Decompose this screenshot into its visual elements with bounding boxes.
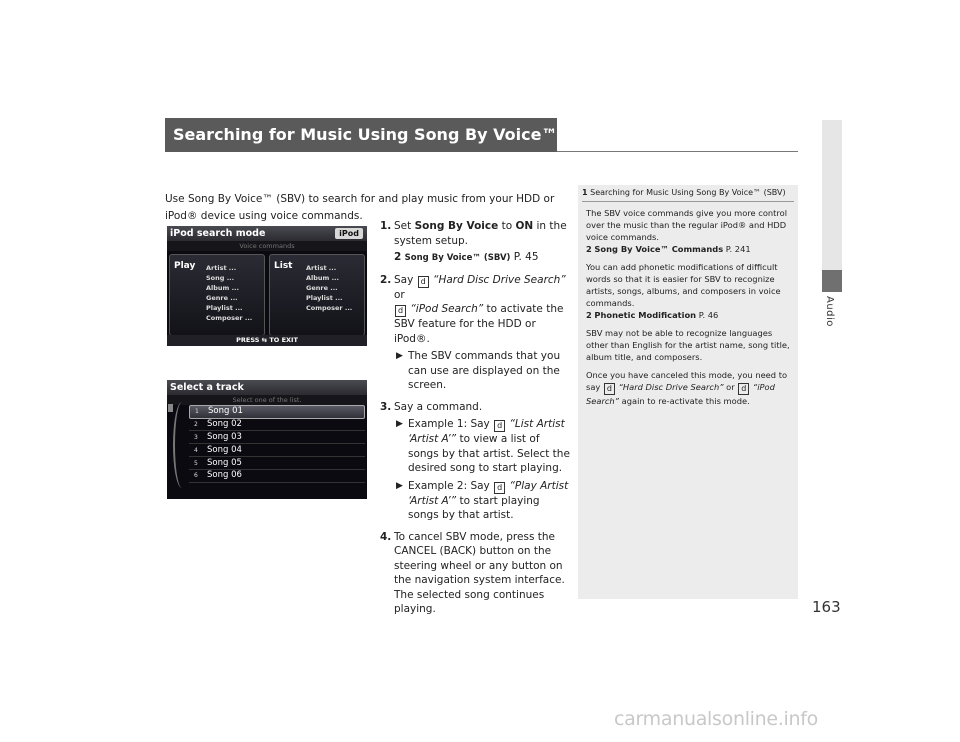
- reference-page: P. 241: [723, 244, 751, 254]
- track-number: 2: [194, 420, 198, 428]
- track-number: 1: [195, 408, 199, 415]
- note-title: [582, 188, 794, 202]
- example-text: Example 2: Say: [408, 479, 494, 492]
- screen-title: iPod search mode: [167, 226, 367, 241]
- note-paragraph: SBV may not be able to recognize languages other than English for the artist name, song title, album title, and composers.: [586, 328, 790, 362]
- track-name: Song 06: [207, 470, 242, 481]
- step-number: 2.: [380, 273, 392, 286]
- scroll-indicator: [168, 404, 173, 412]
- note-text: or: [723, 382, 738, 392]
- play-item: Song ...: [206, 274, 235, 282]
- play-panel: [169, 254, 265, 336]
- track-row: [189, 419, 365, 432]
- voice-command: “Play Artist ‘Artist A’”: [408, 479, 569, 507]
- list-item: Album ...: [306, 274, 339, 282]
- cross-reference-link[interactable]: Song By Voice™ (SBV): [404, 253, 511, 263]
- list-items: [306, 263, 352, 313]
- example-2: [394, 479, 570, 523]
- note-box: [578, 185, 798, 599]
- step-text: Set: [394, 220, 415, 232]
- note-text: Once you have canceled this mode, you need to say: [586, 370, 788, 392]
- track-list: [189, 405, 365, 483]
- step-text: To cancel SBV mode, press the CANCEL (BACK) button on the steering wheel or any button on the navigation system interface. The selected song continues playing.: [394, 530, 565, 615]
- step-text: Say a command.: [394, 400, 483, 413]
- voice-command: “List Artist ‘Artist A’”: [408, 418, 565, 445]
- example-text: to view a list of songs by that artist. Select the desired song to start playing.: [408, 433, 570, 474]
- reference-icon: 2: [394, 251, 402, 263]
- reference-page: P. 46: [696, 310, 719, 320]
- step-text: in the system setup.: [394, 220, 567, 247]
- track-name: Song 05: [207, 457, 242, 468]
- track-row: [189, 470, 365, 483]
- watermark-text: carmanualsonline.info: [614, 708, 818, 730]
- cross-reference-link[interactable]: Song By Voice™ Commands: [594, 244, 724, 254]
- arrow-icon: ▶: [396, 419, 403, 429]
- voice-command: “iPod Search”: [410, 303, 484, 315]
- track-number: 4: [194, 446, 198, 454]
- list-item: Playlist ...: [306, 294, 343, 302]
- track-row: [189, 432, 365, 445]
- track-number: 6: [194, 472, 198, 480]
- arrow-icon: ▶: [396, 351, 403, 361]
- step-1: [380, 219, 570, 266]
- talk-button-icon: d: [604, 383, 615, 395]
- exit-bar: PRESS ⇆ TO EXIT: [167, 335, 367, 346]
- page-number: 163: [812, 598, 841, 616]
- note-body: [586, 207, 792, 413]
- setting-name: Song By Voice: [414, 220, 499, 232]
- ipod-badge: iPod: [335, 228, 363, 239]
- ipod-search-mode-screenshot: [167, 226, 367, 346]
- note-paragraph: [586, 369, 792, 407]
- screen-subtitle: Select one of the list.: [167, 395, 367, 405]
- talk-button-icon: d: [418, 276, 429, 288]
- step-text: to: [498, 220, 516, 232]
- reference-icon: 2: [586, 310, 592, 320]
- list-item: Artist ...: [306, 264, 337, 272]
- example-1: [394, 417, 570, 476]
- track-number: 3: [194, 433, 198, 441]
- step-3: [380, 400, 570, 523]
- setting-value: ON: [515, 220, 534, 232]
- step-text: or: [394, 288, 405, 301]
- play-item: Artist ...: [206, 264, 237, 272]
- step-number: 4.: [380, 530, 392, 543]
- step-text: to activate the SBV feature for the HDD or iPod®.: [394, 303, 564, 345]
- talk-button-icon: d: [395, 305, 406, 317]
- step-result: [394, 349, 570, 393]
- play-item: Genre ...: [206, 294, 238, 302]
- screen-subtitle: Voice commands: [167, 241, 367, 251]
- list-item: Composer ...: [306, 304, 353, 312]
- reference-page: P. 45: [510, 251, 539, 263]
- result-text: The SBV commands that you can use are displayed on the screen.: [408, 350, 561, 391]
- track-row: [189, 405, 365, 419]
- play-label: Play: [174, 261, 196, 271]
- track-name: Song 03: [207, 431, 242, 442]
- voice-command: “Hard Disc Drive Search”: [433, 273, 566, 286]
- section-tab-bar: [822, 120, 842, 270]
- list-item: Genre ...: [306, 284, 338, 292]
- intro-paragraph: Use Song By Voice™ (SBV) to search for and play music from your HDD or iPod® device using voice commands.: [165, 193, 555, 222]
- talk-button-icon: d: [494, 420, 505, 432]
- play-item: Playlist ...: [206, 304, 243, 312]
- track-name: Song 04: [207, 444, 242, 455]
- note-paragraph: [586, 261, 792, 321]
- note-paragraph: [586, 207, 792, 255]
- step-text: Say: [394, 273, 417, 286]
- note-text: You can add phonetic modifications of difficult words so that it is easier for SBV to recognize artists, songs, albums, and composers in voice commands.: [586, 262, 781, 308]
- play-items: [206, 263, 252, 323]
- step-number: 1.: [380, 220, 392, 232]
- screen-title: Select a track: [167, 380, 367, 395]
- track-name: Song 02: [207, 418, 242, 429]
- track-name: Song 01: [208, 406, 243, 416]
- note-icon: 1: [582, 188, 588, 197]
- note-text: again to re-activate this mode.: [619, 396, 750, 406]
- heading-rule: [557, 151, 798, 152]
- talk-button-icon: d: [738, 383, 749, 395]
- section-tab-label: Audio: [824, 296, 835, 327]
- track-number: 5: [194, 459, 198, 467]
- section-tab-marker: [822, 270, 842, 292]
- page-heading: Searching for Music Using Song By Voice™ (SBV): [165, 118, 557, 152]
- list-label: List: [274, 261, 293, 271]
- steps-list: [380, 219, 570, 624]
- track-row: [189, 458, 365, 471]
- track-row: [189, 445, 365, 458]
- arrow-icon: ▶: [396, 480, 403, 491]
- note-text: The SBV voice commands give you more control over the music than the regular iPod® and HDD voice commands.: [586, 208, 788, 242]
- talk-button-icon: d: [494, 482, 505, 494]
- play-item: Composer ...: [206, 314, 253, 322]
- list-panel: [269, 254, 365, 336]
- voice-command: “Hard Disc Drive Search”: [618, 382, 724, 392]
- cross-reference-link[interactable]: Phonetic Modification: [594, 310, 697, 320]
- reference-icon: 2: [586, 244, 592, 254]
- example-text: to start playing songs by that artist.: [408, 494, 540, 521]
- note-title-text: Searching for Music Using Song By Voice™ (SBV): [590, 188, 786, 197]
- step-4: [380, 530, 570, 617]
- step-number: 3.: [380, 400, 392, 413]
- example-text: Example 1: Say: [408, 418, 494, 430]
- select-track-screenshot: [167, 380, 367, 499]
- step-2: [380, 273, 570, 393]
- play-item: Album ...: [206, 284, 239, 292]
- voice-command: “iPod Search”: [586, 382, 775, 406]
